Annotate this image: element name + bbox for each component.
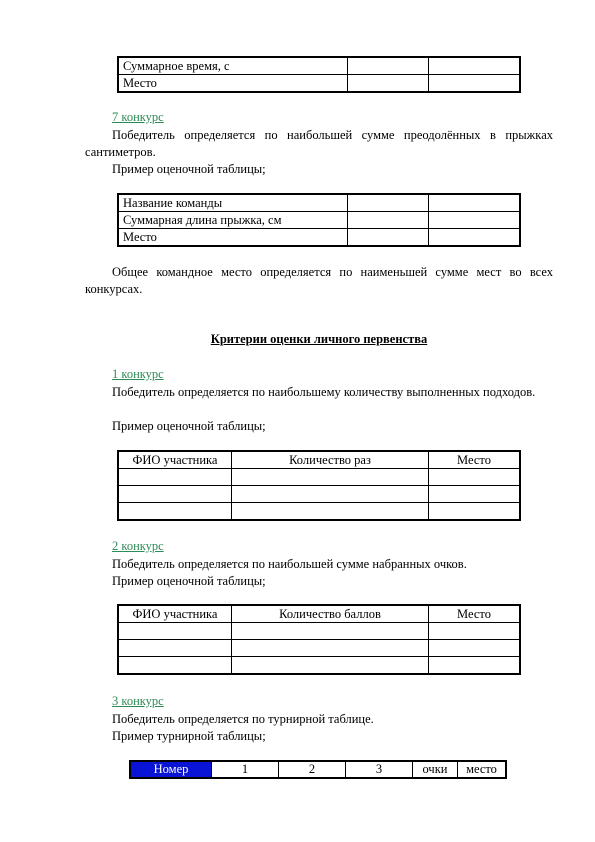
table-row (118, 657, 520, 675)
personal-section-title: Критерии оценки личного первенства (210, 332, 428, 346)
table-cell: Место (118, 75, 348, 93)
table-row (118, 75, 520, 93)
table-header: ФИО участника (118, 451, 232, 469)
table-header: Количество раз (232, 451, 429, 469)
table-cell (429, 229, 521, 247)
table-row (118, 623, 520, 640)
personal-2-text: Победитель определяется по наибольшей сумме набранных очков. (112, 557, 467, 571)
table-header: Номер (130, 761, 212, 778)
table-cell: Название команды (118, 194, 348, 212)
table-header: место (458, 761, 507, 778)
table-header: 1 (212, 761, 279, 778)
contest-7-text: Победитель определяется по наибольшей сумме преодолённых в прыжках сантиметров. (85, 128, 553, 159)
table-row (118, 640, 520, 657)
table-header: 2 (279, 761, 346, 778)
contest-7-example: Пример оценочной таблицы; (112, 162, 266, 176)
table-cell (429, 212, 521, 229)
table-row (130, 761, 506, 778)
contest-7-heading[interactable]: 7 конкурс (112, 110, 164, 124)
personal-1-heading[interactable]: 1 конкурс (112, 367, 164, 381)
tournament-table (129, 760, 507, 779)
table-row (118, 57, 520, 75)
table-cell: Суммарное время, с (118, 57, 348, 75)
table-cell: Место (118, 229, 348, 247)
table-header: Количество баллов (232, 605, 429, 623)
contest-7-table (117, 193, 521, 247)
table-header: 3 (346, 761, 413, 778)
personal-1-text: Победитель определяется по наибольшему количеству выполненных подходов. (112, 385, 536, 399)
table-cell (429, 194, 521, 212)
table-row (118, 212, 520, 229)
team-time-table (117, 56, 521, 93)
personal-3-heading[interactable]: 3 конкурс (112, 694, 164, 708)
table-row (118, 451, 520, 469)
personal-3-example: Пример турнирной таблицы; (112, 729, 266, 743)
table-header: очки (413, 761, 458, 778)
table-cell (348, 212, 429, 229)
table-cell (348, 57, 429, 75)
table-row (118, 503, 520, 521)
personal-2-heading[interactable]: 2 конкурс (112, 539, 164, 553)
table-row (118, 469, 520, 486)
table-cell: Суммарная длина прыжка, см (118, 212, 348, 229)
table-cell (348, 75, 429, 93)
table-row (118, 605, 520, 623)
personal-1-table (117, 450, 521, 521)
table-cell (348, 194, 429, 212)
personal-1-example: Пример оценочной таблицы; (112, 419, 266, 433)
table-header: Место (429, 605, 521, 623)
table-row (118, 229, 520, 247)
table-header: Место (429, 451, 521, 469)
table-row (118, 486, 520, 503)
table-header: ФИО участника (118, 605, 232, 623)
personal-3-text: Победитель определяется по турнирной таблице. (112, 712, 374, 726)
table-cell (429, 57, 521, 75)
overall-text: Общее командное место определяется по наименьшей сумме мест во всех конкурсах. (85, 265, 553, 296)
personal-2-table (117, 604, 521, 675)
table-cell (348, 229, 429, 247)
table-row (118, 194, 520, 212)
table-cell (429, 75, 521, 93)
personal-2-example: Пример оценочной таблицы; (112, 574, 266, 588)
